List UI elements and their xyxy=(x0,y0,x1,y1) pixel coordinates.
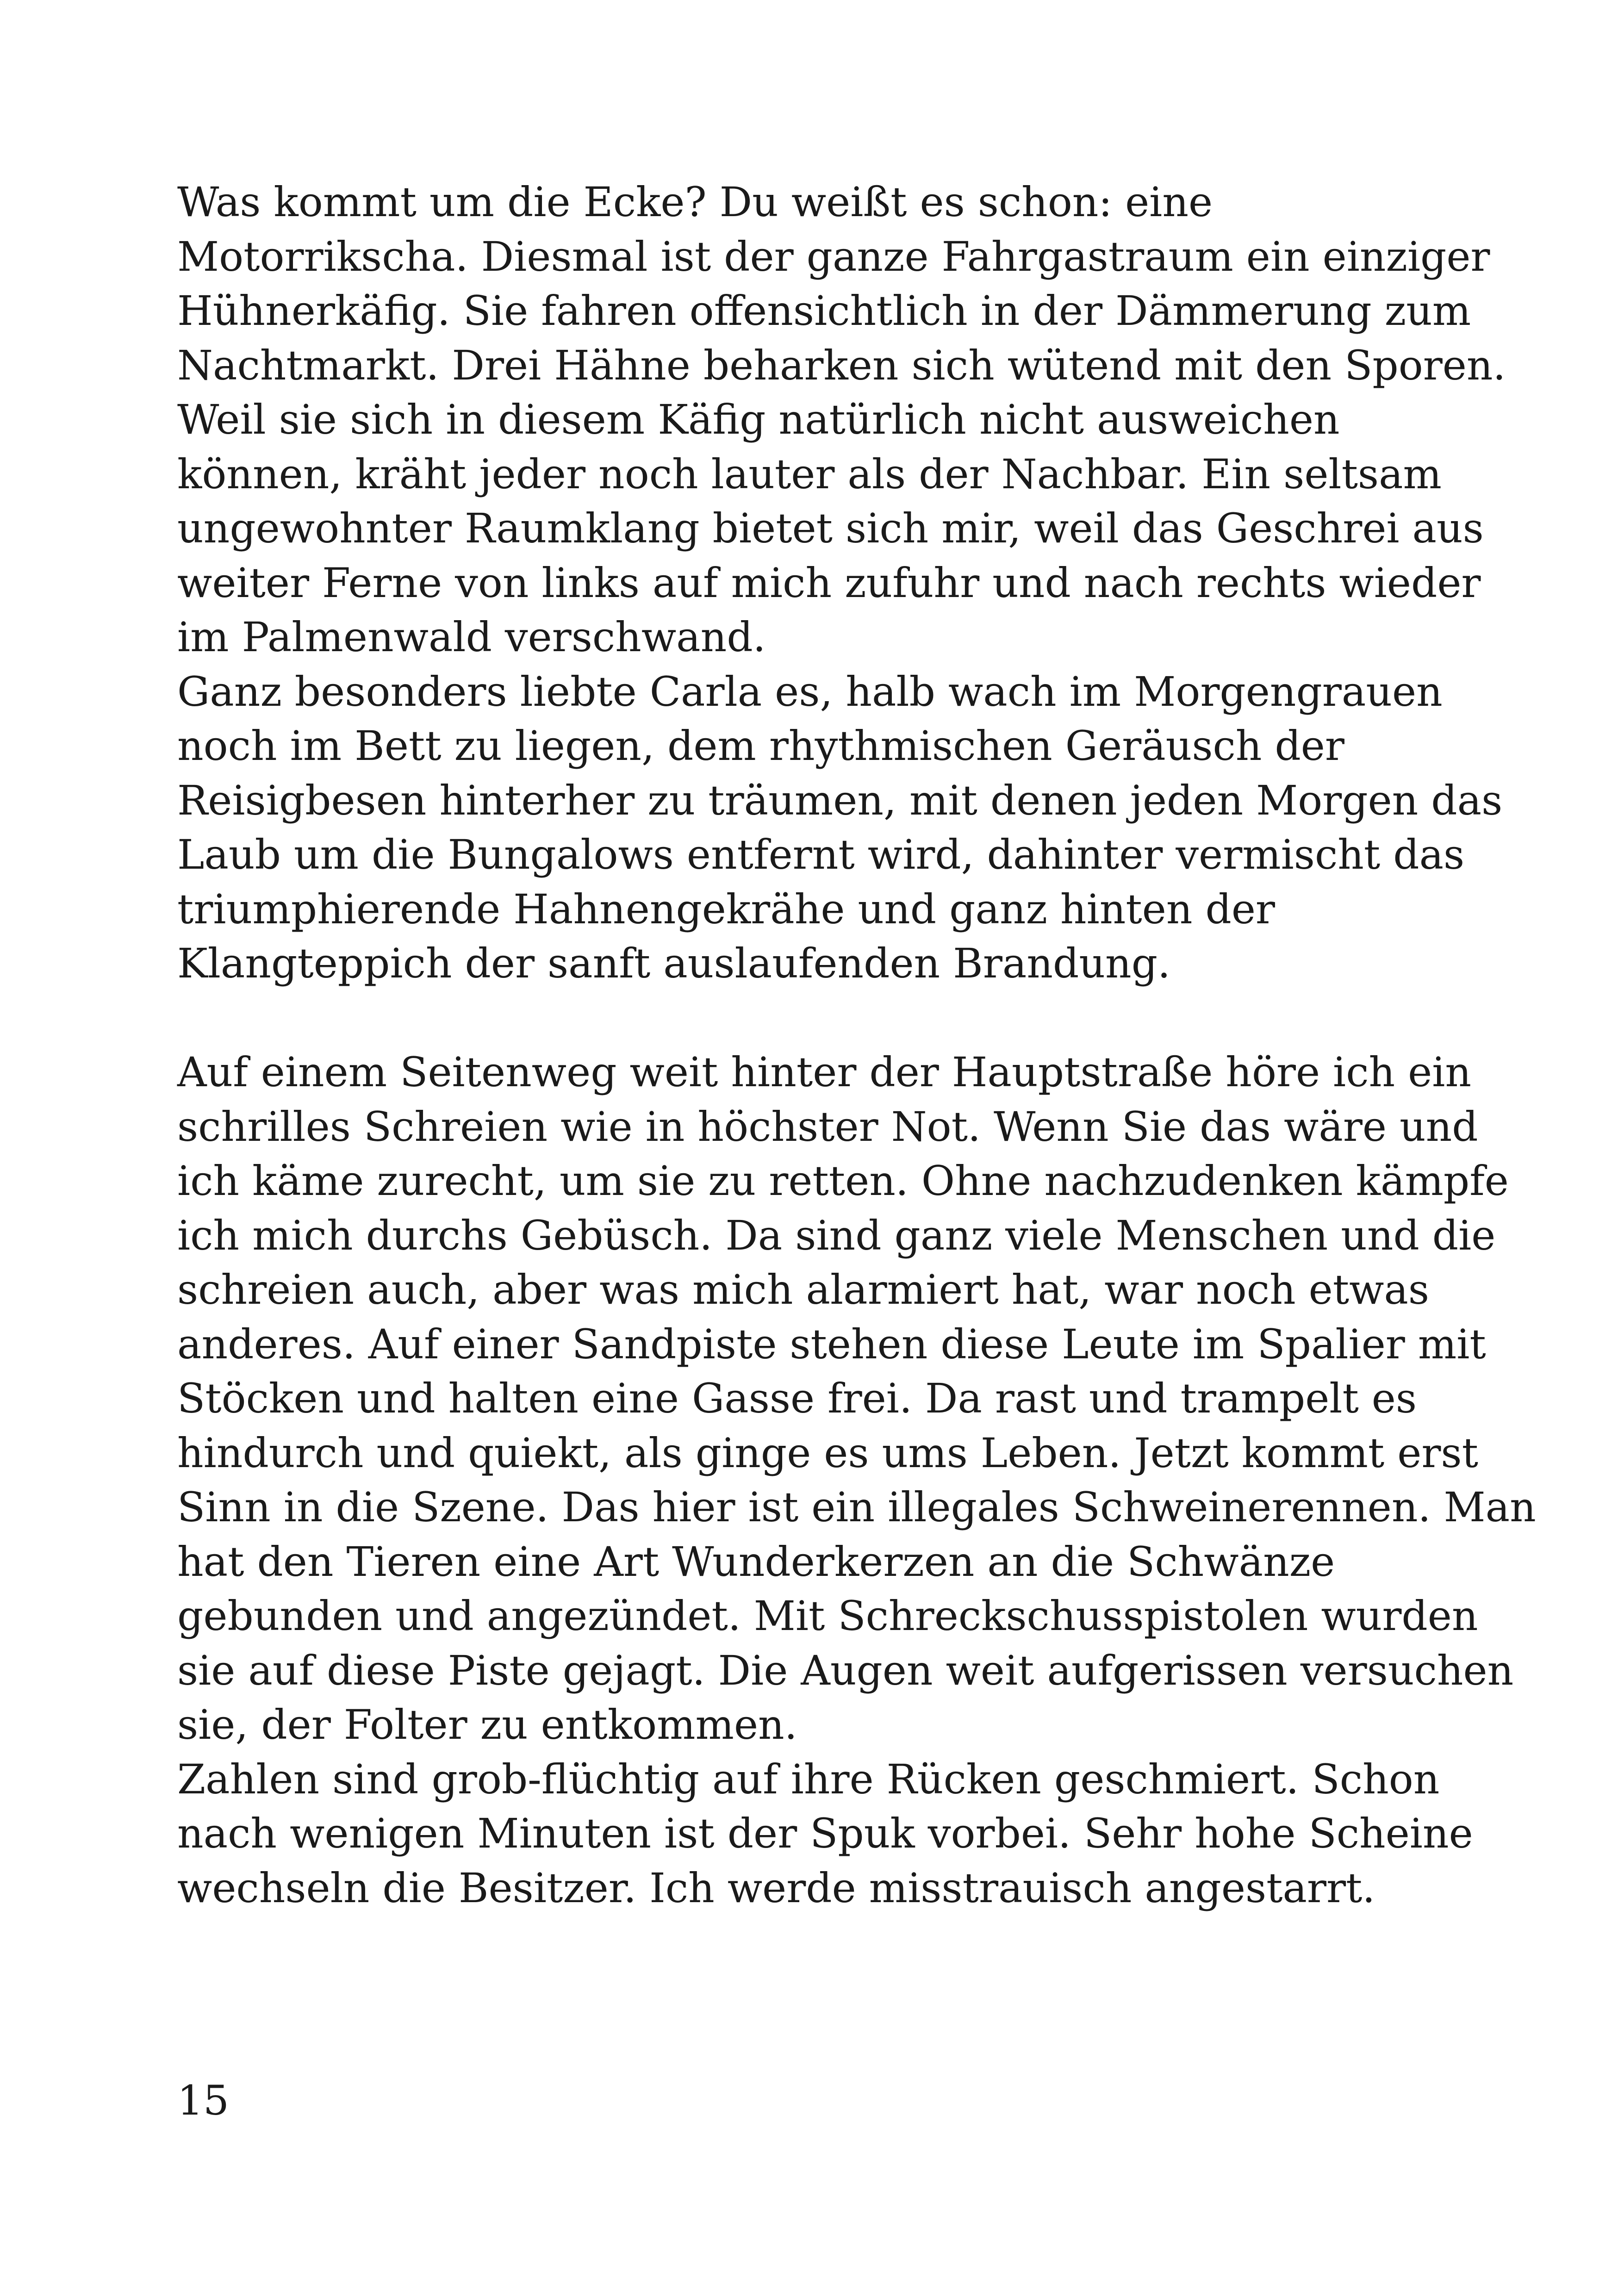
text-line: Sinn in die Szene. Das hier ist ein illegales Schweinerennen. Man xyxy=(177,1483,1536,1531)
text-line: Nachtmarkt. Drei Hähne beharken sich wütend mit den Sporen. xyxy=(177,341,1506,389)
text-line: triumphierende Hahnengekrähe und ganz hinten der xyxy=(177,885,1275,933)
text-line: sie, der Folter zu entkommen. xyxy=(177,1701,797,1748)
paragraph-spacer xyxy=(177,991,1455,1045)
text-line: ich mich durchs Gebüsch. Da sind ganz viele Menschen und die xyxy=(177,1211,1496,1259)
text-line: weiter Ferne von links auf mich zufuhr und nach rechts wieder xyxy=(177,559,1481,607)
body-text xyxy=(177,175,1536,1915)
text-line: schreien auch, aber was mich alarmiert hat, war noch etwas xyxy=(177,1266,1430,1313)
text-line: Ganz besonders liebte Carla es, halb wach im Morgengrauen xyxy=(177,667,1443,716)
text-line: ich käme zurecht, um sie zu retten. Ohne nachzudenken kämpfe xyxy=(177,1157,1509,1205)
text-line: im Palmenwald verschwand. xyxy=(177,613,766,661)
text-line: anderes. Auf einer Sandpiste stehen diese Leute im Spalier mit xyxy=(177,1320,1486,1368)
text-line: nach wenigen Minuten ist der Spuk vorbei. Sehr hohe Scheine xyxy=(177,1810,1473,1857)
text-line: hindurch und quiekt, als ginge es ums Leben. Jetzt kommt erst xyxy=(177,1429,1478,1477)
paragraph-carla xyxy=(177,665,1503,991)
text-line: Motorrikscha. Diesmal ist der ganze Fahrgastraum ein einziger xyxy=(177,232,1490,280)
text-line: sie auf diese Piste gejagt. Die Augen weit aufgerissen versuchen xyxy=(177,1646,1514,1694)
text-line: schrilles Schreien wie in höchster Not. Wenn Sie das wäre und xyxy=(177,1102,1478,1151)
text-line: können, kräht jeder noch lauter als der Nachbar. Ein seltsam xyxy=(177,450,1442,498)
text-line: hat den Tieren eine Art Wunderkerzen an die Schwänze xyxy=(177,1537,1335,1586)
text-line: noch im Bett zu liegen, dem rhythmischen Geräusch der xyxy=(177,722,1344,770)
text-line: Was kommt um die Ecke? Du weißt es schon: eine xyxy=(177,178,1213,226)
page-number: 15 xyxy=(177,2077,229,2124)
text-line: gebunden und angezündet. Mit Schreckschusspistolen wurden xyxy=(177,1592,1478,1640)
text-line: Hühnerkäfig. Sie fahren offensichtlich in der Dämmerung zum xyxy=(177,287,1471,335)
text-line: Auf einem Seitenweg weit hinter der Hauptstraße höre ich ein xyxy=(177,1048,1472,1096)
paragraph-schweinerennen xyxy=(177,1045,1536,1752)
paragraph-zahlen xyxy=(177,1752,1473,1916)
text-line: Laub um die Bungalows entfernt wird, dahinter vermischt das xyxy=(177,831,1465,878)
text-line: Stöcken und halten eine Gasse frei. Da rast und trampelt es xyxy=(177,1375,1417,1422)
text-line: Zahlen sind grob-flüchtig auf ihre Rücken geschmiert. Schon xyxy=(177,1755,1440,1803)
text-line: Weil sie sich in diesem Käfig natürlich nicht ausweichen xyxy=(177,396,1340,443)
paragraph-motorrikscha xyxy=(177,175,1506,665)
text-line: ungewohnter Raumklang bietet sich mir, weil das Geschrei aus xyxy=(177,504,1484,552)
text-line: wechseln die Besitzer. Ich werde misstrauisch angestarrt. xyxy=(177,1864,1375,1912)
text-line: Klangteppich der sanft auslaufenden Brandung. xyxy=(177,940,1171,987)
text-line: Reisigbesen hinterher zu träumen, mit denen jeden Morgen das xyxy=(177,776,1503,824)
